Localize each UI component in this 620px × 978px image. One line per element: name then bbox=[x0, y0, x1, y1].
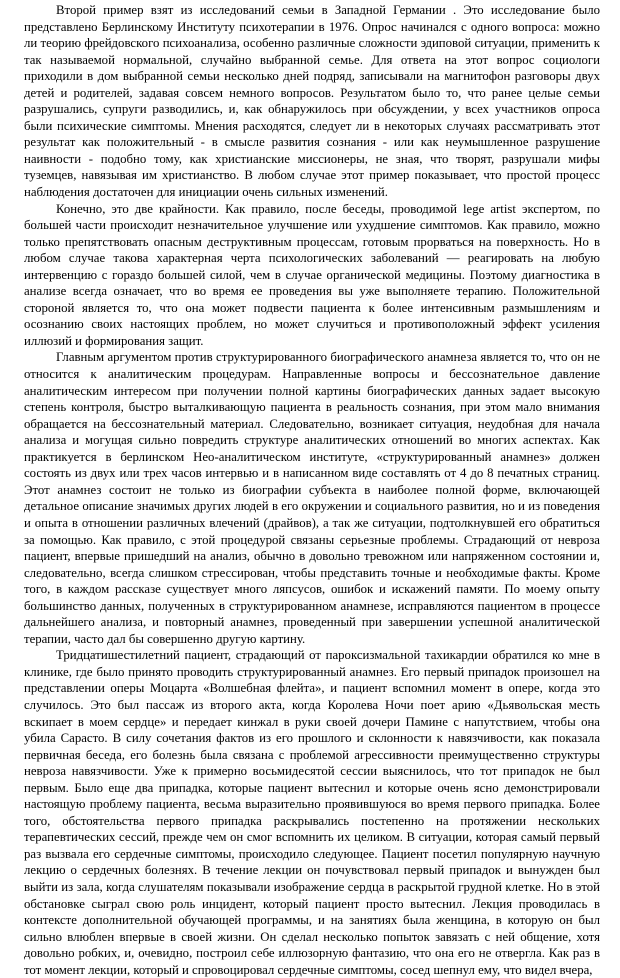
paragraph-family-study: Второй пример взят из исследований семьи в Западной Германии . Это исследование было представлено Берлинскому Институту психотерапии в 1976. Опрос начинался с одного вопроса: можно ли теорию фрейдовского психоанализа, особенно различные сложности эдиповой ситуации, применить к так называемой нормальной, случайно выбранной семье. Для ответа на этот вопрос социологи приходили в дом выбранной семьи несколько дней подряд, записывали на магнитофон разговоры двух детей и родителей, задавая совсем немного вопросов. Результатом было то, что ранее целые семьи разрушались, супруги разводились, и, как обнаружилось при обсуждении, у всех участников опроса были психические симптомы. Мнения расходятся, следует ли в некоторых случаях рассматривать этот результат как положительный - в смысле развития сознания - или как неумышленное разрушение наивности - подобно тому, как христианские миссионеры, не зная, что творят, разрушали мифы туземцев, навязывая им христианство. В любом случае этот пример показывает, что простой процесс наблюдения достаточен для инициации очень сильных изменений. bbox=[24, 3, 600, 200]
paragraph-patient-case: Тридцатишестилетний пациент, страдающий от пароксизмальной тахикардии обратился ко мне в клинике, где было принято проводить структурированный анамнез. Его первый припадок произошел на представлении оперы Моцарта «Волшебная флейта», и пациент вспомнил момент в опере, когда это случилось. Это был пассаж из второго акта, когда Королева Ночи поет арию «Дьявольская месть вскипает в моем сердце» и передает кинжал в руки своей дочери Памине с напутствием, чтобы она убила Сарасто. В силу сочетания фактов из его прошлого и склонности к навязчивости, как показала первичная беседа, его болезнь была связана с проблемой агрессивности преимущественно структуры невроза навязчивости. Уже к примерно восьмидесятой сессии выяснилось, что тот припадок не был первым. Было еще два припадка, которые пациент вытеснил и которые очень ясно демонстрировали настоящую проблему пациента, весьма выразительно проявившуюся во время первого припадка. Более того, обстоятельства первого припадка раскрывались постепенно на протяжении нескольких терапевтических сессий, прежде чем он смог вспомнить их целиком. В ситуации, которая самый первый раз вызвала его сердечные симптомы, происходило следующее. Пациент посетил популярную научную лекцию о сердечных болезнях. В течение лекции он почувствовал первый припадок и вынужден был выйти из зала, когда слушателям показывали изображение сердца в раскрытой грудной клетке. Но в этой обстановке сыграл свою роль инцидент, который пациент просто вытеснил. Лекция проводилась в контексте дополнительной обучающей программы, и на занятиях была женщина, в которую он был сильно влюблен впервые в своей жизни. Он сделал несколько попыток завязать с ней общение, хотя довольно робких, и, очевидно, построил себе иллюзорную фантазию, что она его не отвергла. Как раз в тот момент лекции, который и спровоцировал сердечные симптомы, сосед шепнул ему, что видел вчера, bbox=[24, 648, 600, 977]
paragraph-two-extremes: Конечно, это две крайности. Как правило, после беседы, проводимой lege artist экспертом, по большей части происходит незначительное улучшение или ухудшение симптомов. Как правило, можно только препятствовать опасным деструктивным процессам, готовым прорваться на поверхность. Но в любом случае такова характерная черта психологических заболеваний — реагировать на любую интервенцию с гораздо большей силой, чем в случае органической медицины. Поэтому диагностика в анализе всегда означает, что во время ее проведения вы уже выполняете терапию. Положительной стороной является то, что она может подвести пациента к более интенсивным размышлениям и осознанию своих настоящих проблем, но может случиться и противоположный эффект усиления иллюзий и формирования защит. bbox=[24, 201, 600, 348]
paragraph-structured-anamnesis: Главным аргументом против структурированного биографического анамнеза является то, что он не относится к аналитическим процедурам. Направленные вопросы и бессознательное давление аналитическим интересом при получении полной картины биографических данных задает высокую степень контроля, быстро выталкивающую пациента в реальность сознания, при этом мало внимания обращается на бессознательный материал. Следовательно, возникает ситуация, неудобная для начала анализа и могущая сильно повредить структуре аналитических отношений во многих аспектах. Как практикуется в берлинском Нео-аналитическом институте, «структурированный анамнез» должен состоять из двух или трех часов интервью и в написанном виде составлять от 4 до 8 печатных страниц. Этот анамнез состоит не только из биографии субъекта в наиболее полной форме, включающей детальное описание значимых других людей в его окружении и социального развития, но и из поведения и опыта в отношении различных влечений (драйвов), а так же ситуации, подтолкнувшей его обратиться за помощью. Как правило, с этой процедурой связаны серьезные проблемы. Страдающий от невроза пациент, впервые пришедший на анализ, обычно в довольно тревожном или напряженном состоянии и, следовательно, всегда слишком стрессирован, чтобы представить точные и необходимые факты. Кроме того, в каждом рассказе существует много ляпсусов, ошибок и искажений памяти. По моему опыту большинство данных, полученных в структурированном анамнезе, исправляются пациентом в процессе дальнейшего анализа, и повторный анамнез, проведенный при завершении успешной аналитической терапии, часто дал бы совершенно другую картину. bbox=[24, 350, 600, 646]
